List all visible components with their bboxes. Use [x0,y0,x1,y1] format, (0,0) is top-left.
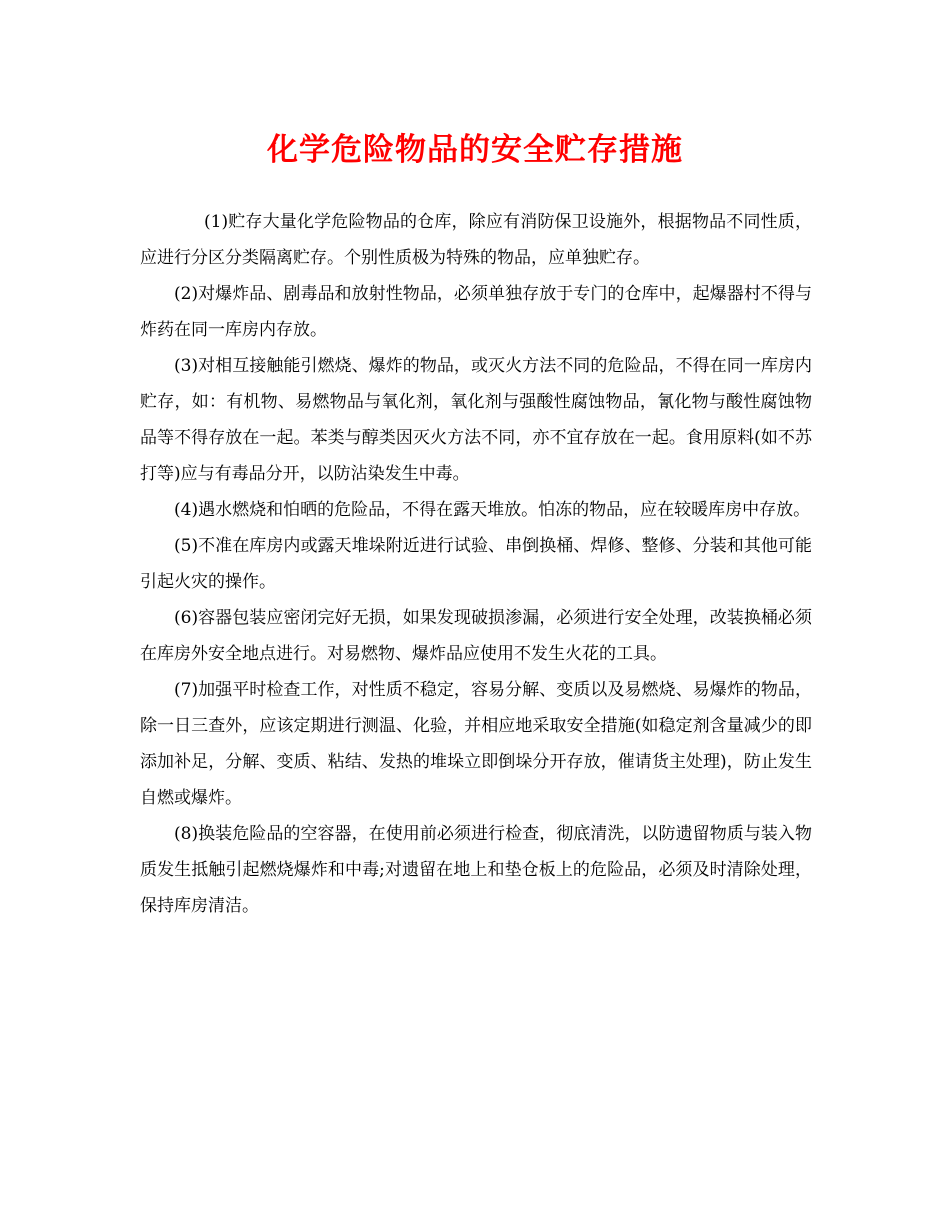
paragraph-1: (1)贮存大量化学危险物品的仓库，除应有消防保卫设施外，根据物品不同性质，应进行分区分类隔离贮存。个别性质极为特殊的物品，应单独贮存。 [140,212,812,268]
paragraph-4: (4)遇水燃烧和怕晒的危险品，不得在露天堆放。怕冻的物品，应在较暖库房中存放。 [174,500,811,520]
paragraph-5: (5)不准在库房内或露天堆垛附近进行试验、串倒换桶、焊修、整修、分装和其他可能引起火灾的操作。 [140,536,812,592]
page-title: 化学危险物品的安全贮存措施 [267,132,683,168]
document-body [140,204,812,924]
paragraph-2: (2)对爆炸品、剧毒品和放射性物品，必须单独存放于专门的仓库中，起爆器村不得与炸药在同一库房内存放。 [140,284,812,340]
paragraph-7: (7)加强平时检查工作，对性质不稳定，容易分解、变质以及易燃烧、易爆炸的物品，除一日三查外，应该定期进行测温、化验，并相应地采取安全措施(如稳定剂含量减少的即添加补足，分解、变质、粘结、发热的堆垛立即倒垛分开存放，催请货主处理)，防止发生自燃或爆炸。 [140,680,812,808]
paragraph-3: (3)对相互接触能引燃烧、爆炸的物品，或灭火方法不同的危险品，不得在同一库房内贮存，如：有机物、易燃物品与氧化剂，氧化剂与强酸性腐蚀物品，氰化物与酸性腐蚀物品等不得存放在一起。苯类与醇类因灭火方法不同，亦不宜存放在一起。食用原料(如不苏打等)应与有毒品分开，以防沾染发生中毒。 [140,356,812,484]
paragraph-8: (8)换装危险品的空容器，在使用前必须进行检查，彻底清洗，以防遗留物质与装入物质发生抵触引起燃烧爆炸和中毒;对遗留在地上和垫仓板上的危险品，必须及时清除处理，保持库房清洁。 [140,824,812,916]
paragraph-6: (6)容器包装应密闭完好无损，如果发现破损渗漏，必须进行安全处理，改装换桶必须在库房外安全地点进行。对易燃物、爆炸品应使用不发生火花的工具。 [140,608,812,664]
